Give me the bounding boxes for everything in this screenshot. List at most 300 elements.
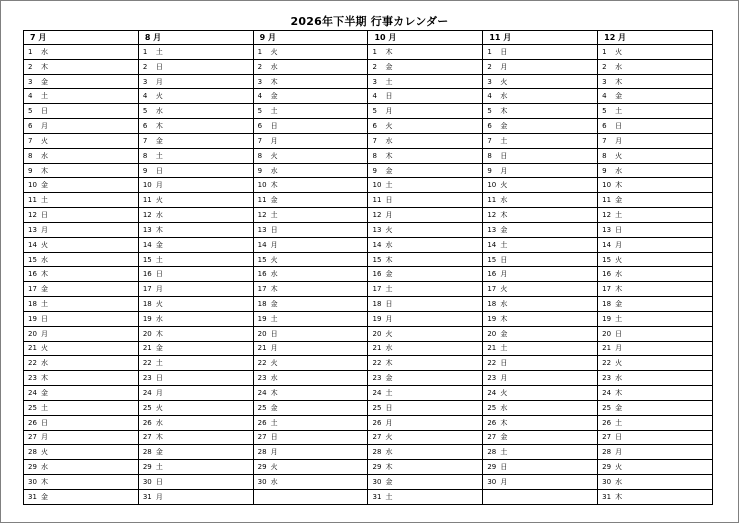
day-cell	[598, 163, 713, 178]
weekday-label: 土	[41, 92, 48, 101]
day-number: 18	[28, 299, 37, 308]
weekday-label: 水	[270, 166, 278, 175]
day-cell	[483, 178, 598, 193]
day-number: 23	[257, 374, 267, 383]
day-number: 15	[487, 255, 497, 264]
day-number: 19	[372, 314, 382, 323]
day-cell	[24, 311, 139, 326]
day-number: 30	[487, 477, 497, 486]
day-number: 2	[487, 62, 492, 71]
day-number: 4	[28, 92, 33, 101]
day-cell	[138, 371, 253, 386]
day-number: 9	[142, 166, 148, 175]
table-row	[24, 341, 713, 356]
day-cell	[368, 163, 483, 178]
day-cell	[24, 356, 139, 371]
table-row	[24, 252, 713, 267]
weekday-label: 木	[270, 77, 278, 86]
day-number: 6	[257, 122, 263, 131]
day-cell	[368, 89, 483, 104]
day-cell	[138, 282, 253, 297]
day-cell	[253, 193, 368, 208]
day-cell	[483, 386, 598, 401]
day-number: 29	[602, 463, 612, 472]
day-number: 21	[142, 344, 152, 353]
day-cell	[598, 252, 713, 267]
day-number: 27	[372, 433, 382, 442]
day-number: 7	[28, 136, 33, 145]
weekday-label: 水	[615, 62, 623, 71]
day-number: 31	[602, 492, 612, 501]
day-number: 25	[257, 403, 267, 412]
weekday-label: 土	[385, 181, 393, 190]
day-cell	[138, 45, 253, 60]
month-header-row	[24, 31, 713, 45]
weekday-label: 金	[155, 136, 163, 145]
weekday-label: 木	[385, 463, 393, 472]
day-cell	[483, 59, 598, 74]
weekday-label: 月	[155, 388, 163, 397]
table-row	[24, 148, 713, 163]
weekday-label: 火	[41, 344, 48, 353]
day-cell	[483, 222, 598, 237]
day-number: 17	[372, 285, 382, 294]
month-header: 10 月	[368, 31, 483, 45]
day-number: 19	[487, 314, 497, 323]
weekday-label: 日	[500, 359, 508, 368]
day-number: 19	[142, 314, 152, 323]
day-number: 28	[28, 448, 37, 457]
weekday-label: 火	[615, 47, 623, 56]
day-cell	[598, 222, 713, 237]
day-cell	[138, 208, 253, 223]
weekday-label: 火	[615, 359, 623, 368]
day-number: 17	[28, 285, 37, 294]
day-number: 10	[142, 181, 152, 190]
day-number: 8	[602, 151, 607, 160]
weekday-label: 日	[500, 47, 508, 56]
day-cell	[24, 163, 139, 178]
day-cell	[598, 445, 713, 460]
month-header: 9 月	[253, 31, 368, 45]
day-cell	[24, 148, 139, 163]
weekday-label: 木	[615, 388, 623, 397]
day-cell	[368, 386, 483, 401]
day-number: 23	[372, 374, 382, 383]
weekday-label: 日	[500, 463, 508, 472]
day-number: 10	[257, 181, 267, 190]
weekday-label: 土	[155, 255, 163, 264]
weekday-label: 火	[385, 433, 393, 442]
day-number: 11	[602, 196, 612, 205]
day-number: 31	[28, 492, 37, 501]
weekday-label: 水	[500, 196, 508, 205]
day-number: 8	[28, 151, 33, 160]
day-number: 9	[372, 166, 377, 175]
weekday-label: 月	[270, 240, 278, 249]
day-number: 21	[602, 344, 612, 353]
weekday-label: 火	[385, 225, 393, 234]
day-number: 21	[257, 344, 267, 353]
weekday-label: 火	[270, 47, 278, 56]
table-row	[24, 133, 713, 148]
day-cell	[368, 193, 483, 208]
weekday-label: 月	[615, 240, 623, 249]
weekday-label: 水	[615, 477, 623, 486]
day-cell	[24, 475, 139, 490]
day-cell	[368, 341, 483, 356]
weekday-label: 木	[500, 107, 508, 116]
day-cell	[483, 297, 598, 312]
weekday-label: 木	[615, 181, 623, 190]
day-number: 15	[142, 255, 152, 264]
day-cell	[598, 119, 713, 134]
table-row	[24, 371, 713, 386]
weekday-label: 木	[155, 433, 163, 442]
day-cell	[598, 371, 713, 386]
day-number: 4	[602, 92, 607, 101]
day-number: 1	[372, 47, 377, 56]
weekday-label: 土	[155, 359, 163, 368]
weekday-label: 月	[155, 492, 163, 501]
weekday-label: 月	[155, 77, 163, 86]
day-cell	[138, 356, 253, 371]
day-number: 5	[142, 107, 148, 116]
weekday-label: 土	[270, 211, 278, 220]
weekday-label: 月	[155, 285, 163, 294]
weekday-label: 日	[41, 314, 48, 323]
weekday-label: 金	[385, 62, 393, 71]
day-cell	[483, 252, 598, 267]
weekday-label: 土	[615, 314, 623, 323]
day-number: 14	[257, 240, 267, 249]
table-row	[24, 475, 713, 490]
day-cell	[598, 386, 713, 401]
weekday-label: 火	[155, 92, 163, 101]
day-cell	[368, 415, 483, 430]
weekday-label: 土	[385, 388, 393, 397]
day-number: 2	[602, 62, 607, 71]
day-number: 17	[142, 285, 152, 294]
table-row	[24, 430, 713, 445]
weekday-label: 月	[385, 107, 393, 116]
day-cell	[138, 445, 253, 460]
day-number: 15	[28, 255, 37, 264]
weekday-label: 月	[615, 448, 623, 457]
day-number: 9	[487, 166, 492, 175]
day-number: 11	[257, 196, 267, 205]
day-number: 5	[28, 107, 33, 116]
day-cell	[253, 400, 368, 415]
day-cell	[253, 430, 368, 445]
weekday-label: 火	[41, 136, 48, 145]
day-cell	[598, 59, 713, 74]
day-cell	[24, 59, 139, 74]
day-number: 4	[372, 92, 377, 101]
day-cell	[483, 208, 598, 223]
day-cell	[368, 222, 483, 237]
day-cell	[138, 133, 253, 148]
day-number: 4	[257, 92, 263, 101]
weekday-label: 金	[500, 225, 508, 234]
day-cell	[253, 148, 368, 163]
day-cell	[598, 208, 713, 223]
day-cell	[368, 45, 483, 60]
day-number: 3	[372, 77, 377, 86]
day-number: 31	[142, 492, 152, 501]
day-cell	[138, 341, 253, 356]
weekday-label: 金	[41, 388, 48, 397]
day-cell	[483, 282, 598, 297]
day-cell	[483, 74, 598, 89]
day-cell	[598, 45, 713, 60]
day-number: 21	[28, 344, 37, 353]
weekday-label: 日	[155, 166, 163, 175]
table-row	[24, 45, 713, 60]
weekday-label: 火	[385, 122, 393, 131]
day-cell	[483, 475, 598, 490]
day-cell	[24, 193, 139, 208]
day-cell	[598, 460, 713, 475]
weekday-label: 火	[270, 151, 278, 160]
weekday-label: 木	[41, 374, 48, 383]
day-cell	[24, 222, 139, 237]
day-number: 13	[142, 225, 152, 234]
day-number: 9	[257, 166, 263, 175]
day-cell	[368, 326, 483, 341]
weekday-label: 金	[270, 299, 278, 308]
weekday-label: 土	[41, 196, 48, 205]
day-cell	[483, 371, 598, 386]
weekday-label: 日	[41, 418, 48, 427]
table-row	[24, 59, 713, 74]
weekday-label: 水	[385, 344, 393, 353]
weekday-label: 日	[270, 122, 278, 131]
weekday-label: 土	[615, 418, 623, 427]
weekday-label: 金	[270, 92, 278, 101]
weekday-label: 土	[385, 492, 393, 501]
table-row	[24, 297, 713, 312]
weekday-label: 日	[155, 270, 163, 279]
day-cell	[368, 74, 483, 89]
weekday-label: 木	[500, 314, 508, 323]
weekday-label: 水	[615, 166, 623, 175]
weekday-label: 水	[270, 270, 278, 279]
day-cell	[598, 104, 713, 119]
day-cell	[253, 74, 368, 89]
day-number: 7	[142, 136, 148, 145]
day-number: 14	[372, 240, 382, 249]
day-number: 28	[372, 448, 382, 457]
day-number: 15	[602, 255, 612, 264]
day-cell	[598, 297, 713, 312]
day-cell	[483, 341, 598, 356]
day-number: 7	[602, 136, 607, 145]
day-cell	[483, 148, 598, 163]
day-number: 29	[372, 463, 382, 472]
day-number: 16	[142, 270, 152, 279]
weekday-label: 金	[385, 477, 393, 486]
weekday-label: 土	[270, 314, 278, 323]
day-cell	[138, 163, 253, 178]
day-number: 13	[372, 225, 382, 234]
day-cell	[368, 104, 483, 119]
day-cell	[598, 148, 713, 163]
table-row	[24, 267, 713, 282]
day-cell	[483, 193, 598, 208]
weekday-label: 水	[385, 448, 393, 457]
day-number: 12	[487, 211, 497, 220]
weekday-label: 金	[615, 299, 623, 308]
day-number: 8	[372, 151, 377, 160]
day-cell	[138, 386, 253, 401]
weekday-label: 木	[500, 211, 508, 220]
day-cell	[24, 430, 139, 445]
day-cell	[368, 400, 483, 415]
day-number: 26	[487, 418, 497, 427]
day-number: 31	[372, 492, 382, 501]
day-number: 23	[28, 374, 37, 383]
day-cell	[598, 341, 713, 356]
day-number: 20	[28, 329, 37, 338]
day-number: 4	[142, 92, 148, 101]
weekday-label: 土	[155, 463, 163, 472]
day-cell	[24, 237, 139, 252]
day-cell	[24, 133, 139, 148]
day-cell	[138, 119, 253, 134]
day-number: 22	[28, 359, 37, 368]
day-cell	[253, 208, 368, 223]
weekday-label: 土	[615, 107, 623, 116]
weekday-label: 金	[155, 240, 163, 249]
day-number: 2	[257, 62, 263, 71]
day-cell	[24, 119, 139, 134]
day-cell	[24, 445, 139, 460]
weekday-label: 金	[270, 403, 278, 412]
day-number: 28	[142, 448, 152, 457]
day-number: 27	[257, 433, 267, 442]
day-cell	[253, 341, 368, 356]
day-number: 10	[487, 181, 497, 190]
day-number: 5	[257, 107, 263, 116]
table-row	[24, 74, 713, 89]
day-cell	[368, 267, 483, 282]
day-number: 7	[372, 136, 377, 145]
day-number: 1	[28, 47, 33, 56]
day-cell	[368, 489, 483, 504]
weekday-label: 月	[500, 270, 508, 279]
weekday-label: 火	[500, 77, 508, 86]
day-number: 20	[257, 329, 267, 338]
day-number: 27	[142, 433, 152, 442]
day-cell	[483, 489, 598, 504]
day-cell	[598, 133, 713, 148]
weekday-label: 金	[41, 77, 48, 86]
day-cell	[598, 400, 713, 415]
weekday-label: 日	[385, 196, 393, 205]
day-cell	[253, 445, 368, 460]
day-cell	[253, 489, 368, 504]
weekday-label: 木	[615, 492, 623, 501]
day-number: 30	[602, 477, 612, 486]
weekday-label: 木	[155, 122, 163, 131]
day-cell	[138, 489, 253, 504]
day-number: 18	[372, 299, 382, 308]
day-number: 29	[28, 463, 37, 472]
weekday-label: 土	[500, 240, 508, 249]
day-number: 28	[602, 448, 612, 457]
day-number: 26	[602, 418, 612, 427]
day-number: 19	[602, 314, 612, 323]
weekday-label: 木	[270, 181, 278, 190]
day-number: 6	[487, 122, 492, 131]
weekday-label: 水	[385, 240, 393, 249]
day-number: 24	[487, 388, 497, 397]
weekday-label: 月	[270, 136, 278, 145]
table-row	[24, 460, 713, 475]
day-cell	[483, 311, 598, 326]
day-number: 14	[487, 240, 497, 249]
day-cell	[24, 326, 139, 341]
day-cell	[253, 297, 368, 312]
day-number: 26	[372, 418, 382, 427]
weekday-label: 日	[615, 329, 623, 338]
weekday-label: 日	[270, 225, 278, 234]
day-number: 29	[142, 463, 152, 472]
weekday-label: 金	[155, 344, 163, 353]
day-number: 16	[487, 270, 497, 279]
day-number: 10	[372, 181, 382, 190]
day-cell	[598, 356, 713, 371]
day-cell	[253, 119, 368, 134]
weekday-label: 月	[500, 62, 508, 71]
weekday-label: 木	[155, 225, 163, 234]
day-cell	[483, 356, 598, 371]
day-cell	[483, 445, 598, 460]
day-cell	[24, 415, 139, 430]
day-number: 20	[372, 329, 382, 338]
day-cell	[138, 178, 253, 193]
weekday-label: 水	[155, 418, 163, 427]
weekday-label: 火	[385, 329, 393, 338]
day-number: 18	[257, 299, 267, 308]
day-cell	[253, 371, 368, 386]
day-number: 3	[142, 77, 148, 86]
weekday-label: 火	[155, 403, 163, 412]
day-cell	[24, 489, 139, 504]
weekday-label: 金	[500, 122, 508, 131]
weekday-label: 日	[615, 225, 623, 234]
day-cell	[138, 475, 253, 490]
day-cell	[138, 104, 253, 119]
day-number: 11	[142, 196, 152, 205]
day-cell	[138, 415, 253, 430]
table-row	[24, 89, 713, 104]
day-cell	[598, 326, 713, 341]
table-row	[24, 311, 713, 326]
table-row	[24, 237, 713, 252]
weekday-label: 土	[270, 418, 278, 427]
weekday-label: 火	[41, 448, 48, 457]
day-number: 13	[602, 225, 612, 234]
day-cell	[368, 282, 483, 297]
weekday-label: 水	[500, 92, 508, 101]
day-number: 14	[142, 240, 152, 249]
weekday-label: 火	[615, 463, 623, 472]
day-number: 29	[487, 463, 497, 472]
day-cell	[368, 237, 483, 252]
day-number: 26	[257, 418, 267, 427]
